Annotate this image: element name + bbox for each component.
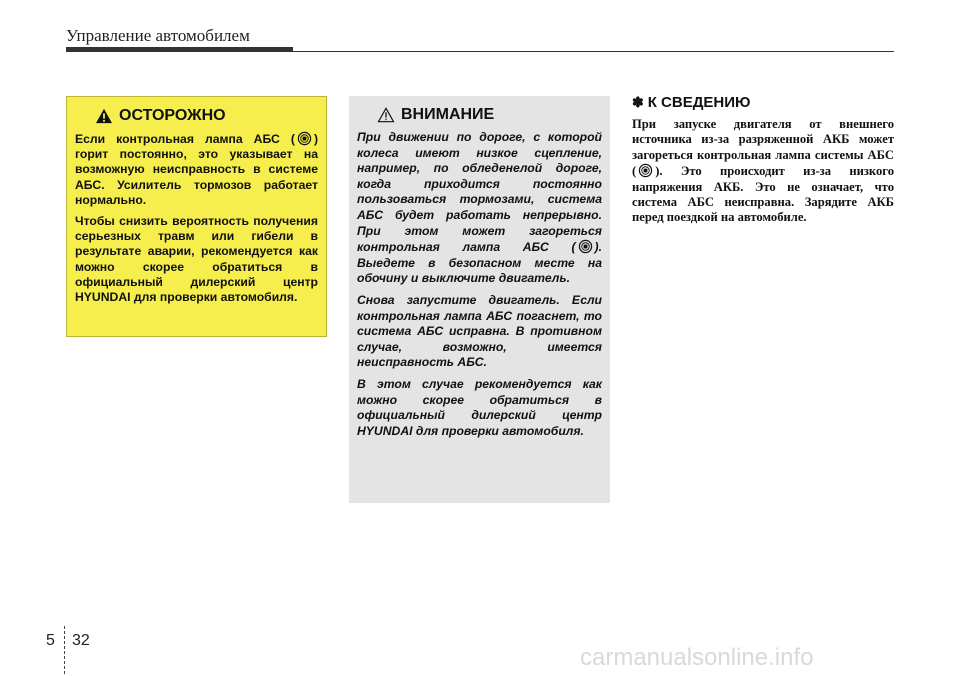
info-heading <box>632 94 894 111</box>
info-section <box>632 94 894 226</box>
caution-p1-end: ) горит постоянно, это указывает на возможную неисправность в системе АБС. Усилитель тормозов работает нормально. <box>75 132 318 207</box>
star-icon: ✽ <box>632 94 644 110</box>
caution-box <box>66 96 327 337</box>
warning-box <box>349 96 610 503</box>
warning-heading-text: ВНИМАНИЕ <box>401 106 495 123</box>
caution-paragraph-1 <box>75 131 318 208</box>
info-paragraph <box>632 117 894 226</box>
info-p-end: ). Это происходит из-за низкого напряжения АКБ. Это не означает, что система АБС неисправна. Зарядите АКБ перед поездкой на автомобиле. <box>632 164 894 225</box>
warning-triangle-icon <box>95 108 113 124</box>
info-p-start: При запуске двигателя от внешнего источника из-за разряженной АКБ может загореться контрольная лампа системы АБС ( <box>632 117 894 179</box>
watermark: carmanualsonline.info <box>580 644 814 671</box>
abs-warning-lamp-icon <box>578 239 593 254</box>
caution-p1-start: Если контрольная лампа АБС ( <box>75 132 295 146</box>
warning-triangle-outline-icon <box>377 107 395 123</box>
footer-divider <box>64 626 65 674</box>
abs-warning-lamp-icon <box>638 163 653 178</box>
warning-p1-start: При движении по дороге, с которой колеса имеют низкое сцепление, например, по обледенелой дороге, когда приходится постоянно пользоваться тормозами, система АБС будет работать непрерывно. При этом может загореться контрольная лампа АБС ( <box>357 130 602 255</box>
caution-heading-text: ОСТОРОЖНО <box>119 107 226 124</box>
caution-paragraph-2: Чтобы снизить вероятность получения серьезных травм или гибели в результате аварии, рекомендуется как можно скорее обратиться в официальный дилерский центр HYUNDAI для проверки автомобиля. <box>75 214 318 305</box>
caution-heading <box>95 107 318 125</box>
page-header-title: Управление автомобилем <box>66 26 250 45</box>
warning-paragraph-1 <box>357 130 602 287</box>
abs-warning-lamp-icon <box>297 131 312 146</box>
info-heading-text: К СВЕДЕНИЮ <box>647 94 751 111</box>
warning-p1-end: ). Выедете в безопасном месте на обочину и выключите двигатель. <box>357 240 602 286</box>
warning-paragraph-2: Снова запустите двигатель. Если контрольная лампа АБС погаснет, то система АБС исправна. В противном случае, возможно, имеется неисправность АБС. <box>357 292 602 370</box>
warning-heading <box>377 106 602 124</box>
warning-paragraph-3: В этом случае рекомендуется как можно скорее обратиться в официальный дилерский центр HYUNDAI для проверки автомобиля. <box>357 376 602 438</box>
section-number: 5 <box>46 632 55 649</box>
page-number: 32 <box>72 632 90 649</box>
header-rule <box>66 51 894 52</box>
